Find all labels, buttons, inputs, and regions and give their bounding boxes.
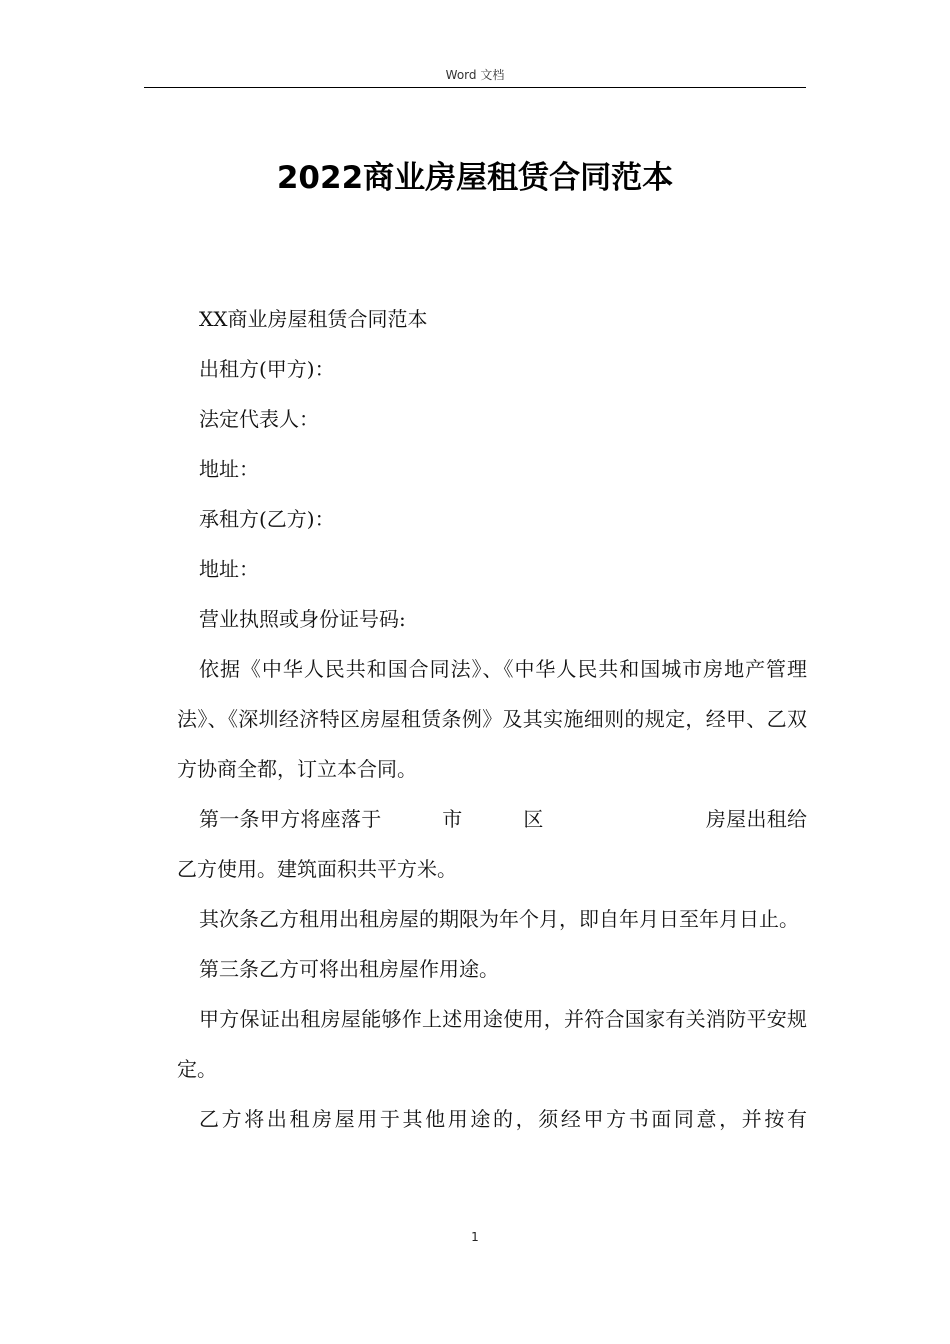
paragraph-legal-representative: 法定代表人：: [199, 407, 319, 431]
paragraph-article-3: 第三条乙方可将出租房屋作用途。: [199, 957, 499, 981]
paragraph-article-2: 其次条乙方租用出租房屋的期限为年个月，即自年月日至年月日止。: [199, 907, 799, 931]
document-title: 2022商业房屋租赁合同范本: [276, 160, 674, 196]
paragraph-contract-name: XX商业房屋租赁合同范本: [199, 307, 428, 331]
page-number: 1: [471, 1230, 479, 1244]
paragraph-lessor-address: 地址：: [199, 457, 259, 481]
paragraph-legal-basis: 依据《中华人民共和国合同法》、《中华人民共和国城市房地产管理法》、《深圳经济特区房屋租赁条例》及其实施细则的规定，经甲、乙双方协商全都，订立本合同。: [177, 657, 807, 781]
document-body: [177, 294, 807, 1144]
paragraph-lessee-address: 地址：: [199, 557, 259, 581]
header-divider: [144, 87, 806, 88]
paragraph-article-1: 第一条甲方将座落于 市 区 房屋出租给乙方使用。建筑面积共平方米。: [177, 807, 807, 881]
paragraph-other-usage: 乙方将出租房屋用于其他用途的，须经甲方书面同意，并按有: [199, 1107, 807, 1131]
page-header: Word 文档: [445, 68, 505, 82]
paragraph-license-id: 营业执照或身份证号码:: [199, 607, 406, 631]
paragraph-usage-guarantee: 甲方保证出租房屋能够作上述用途使用，并符合国家有关消防平安规定。: [177, 1007, 807, 1081]
paragraph-lessee: 承租方(乙方)：: [199, 507, 335, 531]
paragraph-lessor: 出租方(甲方)：: [199, 357, 335, 381]
